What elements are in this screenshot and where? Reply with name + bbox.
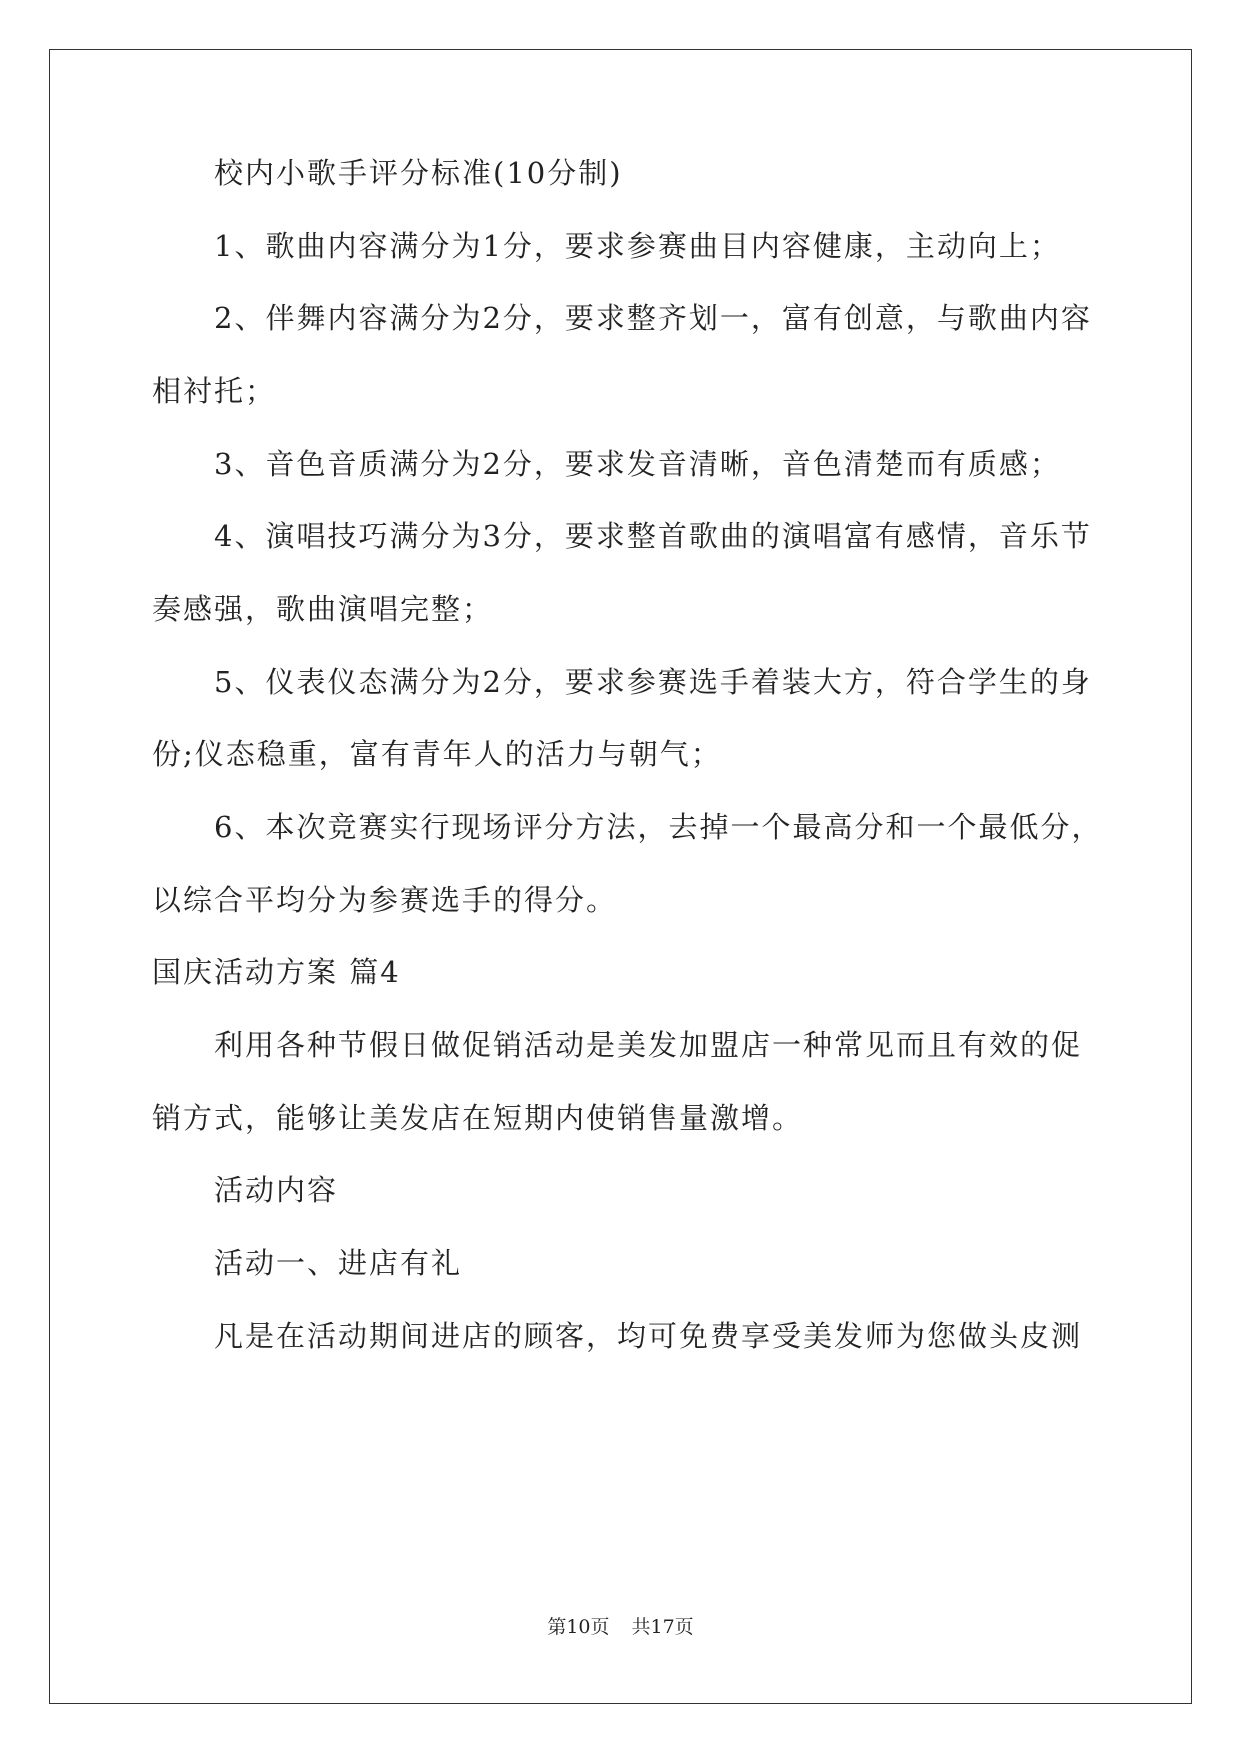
paragraph-line: 份;仪态稳重，富有青年人的活力与朝气； (152, 737, 722, 771)
paragraph-line: 5、仪表仪态满分为2分，要求参赛选手着装大方，符合学生的身 (214, 665, 1092, 699)
paragraph-line: 1、歌曲内容满分为1分，要求参赛曲目内容健康，主动向上； (214, 229, 1061, 263)
subheading: 活动内容 (214, 1173, 339, 1207)
scoring-heading: 校内小歌手评分标准(10分制) (214, 156, 623, 190)
paragraph-line: 销方式，能够让美发店在短期内使销售量激增。 (152, 1101, 804, 1135)
paragraph-line: 2、伴舞内容满分为2分，要求整齐划一，富有创意，与歌曲内容 (214, 301, 1092, 335)
current-page-number: 第10页 (547, 1616, 610, 1638)
subheading: 活动一、进店有礼 (214, 1246, 463, 1280)
page-border (49, 49, 1192, 1704)
total-page-count: 共17页 (631, 1616, 694, 1638)
paragraph-line: 奏感强，歌曲演唱完整； (152, 592, 494, 626)
paragraph-line: 相衬托； (152, 374, 277, 408)
paragraph-line: 利用各种节假日做促销活动是美发加盟店一种常见而且有效的促 (214, 1028, 1083, 1062)
paragraph-line: 3、音色音质满分为2分，要求发音清晰，音色清楚而有质感； (214, 447, 1061, 481)
paragraph-line: 6、本次竞赛实行现场评分方法，去掉一个最高分和一个最低分， (214, 810, 1103, 844)
paragraph-line: 4、演唱技巧满分为3分，要求整首歌曲的演唱富有感情，音乐节 (214, 519, 1092, 553)
page-footer (0, 1615, 1241, 1639)
paragraph-line: 凡是在活动期间进店的顾客，均可免费享受美发师为您做头皮测 (214, 1319, 1083, 1353)
paragraph-line: 以综合平均分为参赛选手的得分。 (152, 883, 618, 917)
section-title: 国庆活动方案 篇4 (152, 955, 401, 989)
